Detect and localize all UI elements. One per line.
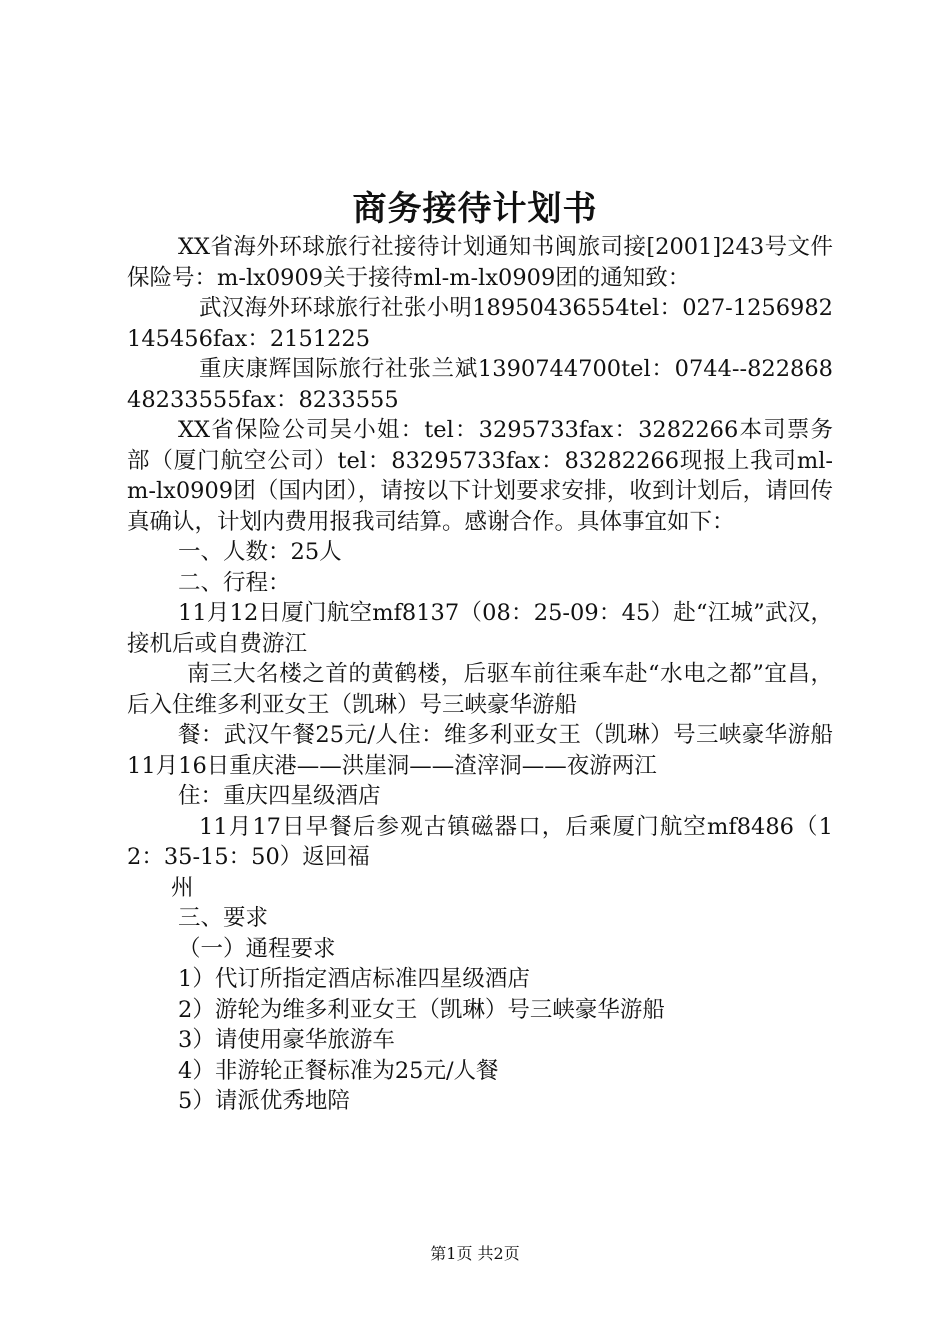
paragraph-itinerary-meals: 餐：武汉午餐25元/人住：维多利亚女王（凯琳）号三峡豪华游船11月16日重庆港——洪崖洞——渣滓洞——夜游两江 xyxy=(127,722,833,779)
paragraph-itinerary-return: 11月17日早餐后参观古镇磁器口，后乘厦门航空mf8486（12：35-15：50）返回福 xyxy=(127,813,833,870)
paragraph-itinerary-hotel: 住：重庆四星级酒店 xyxy=(178,783,381,809)
document-body xyxy=(127,232,833,1117)
paragraph-requirements-heading: 三、要求 xyxy=(178,905,269,931)
list-item: 3）请使用豪华旅游车 xyxy=(178,1027,395,1053)
paragraph-general-requirements: （一）通程要求 xyxy=(178,935,336,962)
page-footer: 第1页 共2页 xyxy=(430,1244,520,1263)
paragraph-notice-header: XX省海外环球旅行社接待计划通知书闽旅司接[2001]243号文件保险号：m-lx0909关于接待ml-m-lx0909团的通知致： xyxy=(127,234,833,291)
paragraph-insurance-contact: XX省保险公司吴小姐：tel：3295733fax：3282266本司票务部（厦门航空公司）tel：83295733fax：83282266现报上我司ml-m-lx0909团（国内团），请按以下计划要求安排，收到计划后，请回传真确认，计划内费用报我司结算。感谢合作。具体事宜如下： xyxy=(127,417,833,535)
paragraph-itinerary-return-end: 州 xyxy=(171,874,194,901)
list-item: 1）代订所指定酒店标准四星级酒店 xyxy=(178,966,530,992)
list-item: 5）请派优秀地陪 xyxy=(178,1088,350,1114)
paragraph-itinerary-heading: 二、行程： xyxy=(178,569,291,596)
paragraph-headcount: 一、人数：25人 xyxy=(178,539,342,565)
paragraph-chongqing-agency: 重庆康辉国际旅行社张兰斌1390744700tel：0744--82286848233555fax：8233555 xyxy=(127,356,833,413)
list-item: 2）游轮为维多利亚女王（凯琳）号三峡豪华游船 xyxy=(178,996,665,1023)
paragraph-wuhan-agency: 武汉海外环球旅行社张小明18950436554tel：027-1256982145456fax：2151225 xyxy=(127,295,833,352)
document-title: 商务接待计划书 xyxy=(352,189,598,229)
paragraph-itinerary-yellow-crane: 南三大名楼之首的黄鹤楼，后驱车前往乘车赴“水电之都”宜昌，后入住维多利亚女王（凯琳）号三峡豪华游船 xyxy=(127,661,833,718)
paragraph-itinerary-day1: 11月12日厦门航空mf8137（08：25-09：45）赴“江城”武汉，接机后或自费游江 xyxy=(127,600,833,657)
list-item: 4）非游轮正餐标准为25元/人餐 xyxy=(178,1057,499,1084)
